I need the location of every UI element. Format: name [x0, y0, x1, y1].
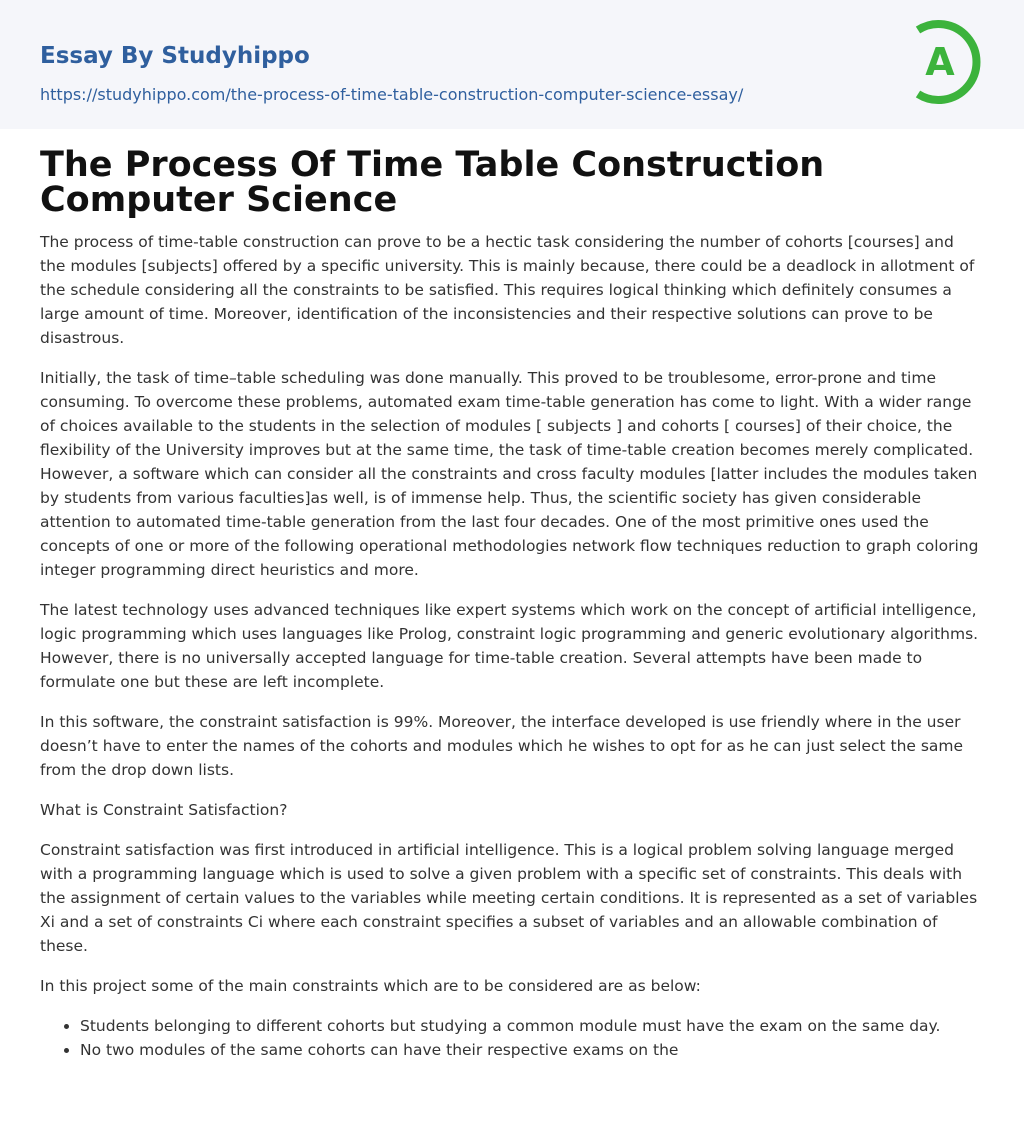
- list-item: • Students belonging to different cohorts but studying a common module must have the exam on the same day.: [80, 1014, 984, 1038]
- studyhippo-logo[interactable]: [912, 18, 988, 106]
- paragraph: In this software, the constraint satisfaction is 99%. Moreover, the interface developed is use friendly where in the user doesn’t have to enter the names of the cohorts and modules which he wishes to opt for as he can just select the same from the drop down lists.: [40, 713, 964, 779]
- source-url-link[interactable]: https://studyhippo.com/the-process-of-time-table-construction-computer-science-essay/: [40, 85, 744, 104]
- article-content: [40, 145, 984, 1062]
- paragraph: Initially, the task of time–table scheduling was done manually. This proved to be troublesome, error-prone and time consuming. To overcome these problems, automated exam time-table generation has come to light. With a wider range of choices available to the students in the selection of modules [ subjects ] and cohorts [ courses] of their choice, the flexibility of the University improves but at the same time, the task of time-table creation becomes merely complicated. However, a software which can consider all the constraints and cross faculty modules [latter includes the modules taken by students from various faculties]as well, is of immense help. Thus, the scientific society has given considerable attention to automated time-table generation from the last four decades. One of the most primitive ones used the concepts of one or more of the following operational methodologies network flow techniques reduction to graph coloring integer programming direct heuristics and more.: [40, 369, 979, 579]
- paragraph: The process of time-table construction can prove to be a hectic task considering the number of cohorts [courses] and the modules [subjects] offered by a specific university. This is mainly because, there could be a deadlock in allotment of the schedule considering all the constraints to be satisfied. This requires logical thinking which definitely consumes a large amount of time. Moreover, identification of the inconsistencies and their respective solutions can prove to be disastrous.: [40, 233, 975, 347]
- paragraph: The latest technology uses advanced techniques like expert systems which work on the concept of artificial intelligence, logic programming which uses languages like Prolog, constraint logic programming and generic evolutionary algorithms. However, there is no universally accepted language for time-table creation. Several attempts have been made to formulate one but these are left incomplete.: [40, 601, 979, 691]
- constraints-list: [40, 1014, 984, 1062]
- page-title: The Process Of Time Table Construction Computer Science: [40, 145, 825, 220]
- site-title[interactable]: Essay By Studyhippo: [40, 43, 310, 69]
- site-header: [0, 0, 1024, 129]
- paragraph: Constraint satisfaction was first introduced in artificial intelligence. This is a logical problem solving language merged with a programming language which is used to solve a given problem with a specific set of constraints. This deals with the assignment of certain values to the variables while meeting certain conditions. It is represented as a set of variables Xi and a set of constraints Ci where each constraint specifies a subset of variables and an allowable combination of these.: [40, 841, 978, 955]
- section-subheading: What is Constraint Satisfaction?: [40, 801, 288, 819]
- list-item: • No two modules of the same cohorts can have their respective exams on the: [80, 1038, 984, 1062]
- logo-letter: A: [925, 40, 955, 84]
- paragraph: In this project some of the main constraints which are to be considered are as below:: [40, 977, 701, 995]
